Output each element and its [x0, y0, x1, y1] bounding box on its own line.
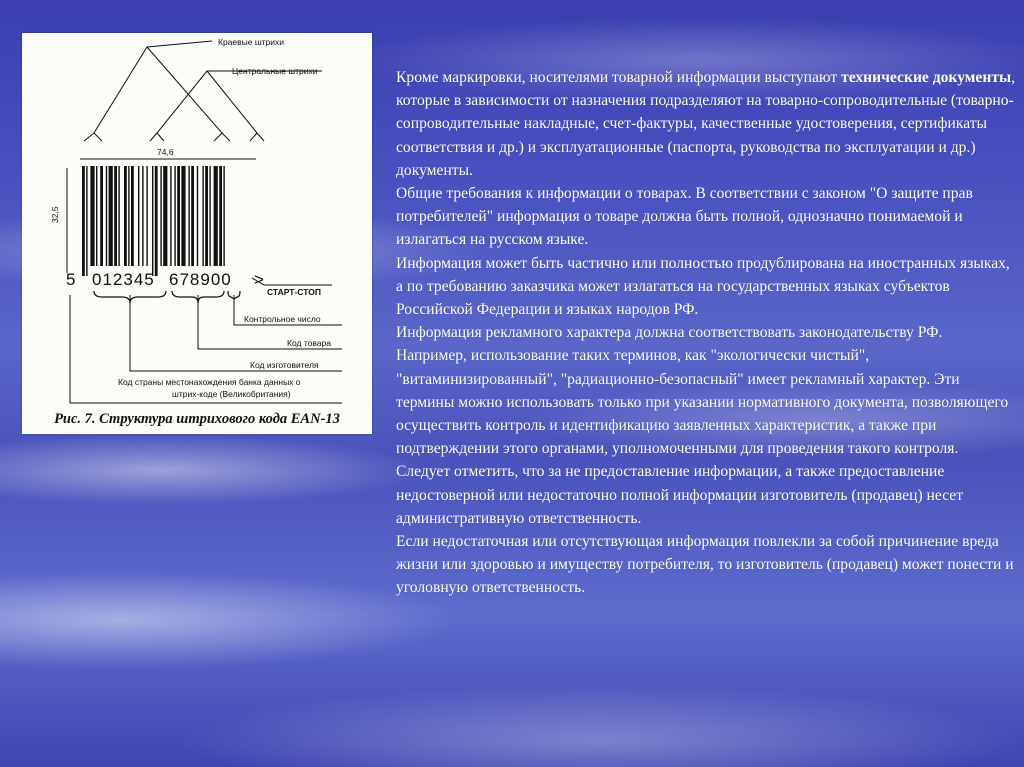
main-text — [396, 66, 1016, 600]
right-digits: 678900 — [169, 270, 232, 289]
height-label: 32,5 — [50, 206, 60, 223]
bold-term: технические документы — [841, 69, 1012, 86]
edge-bars-label: Краевые штрихи — [218, 37, 285, 47]
paragraph-3: Информация может быть частично или полностью продублирована на иностранных языках, а по требованию заказчика может излагаться на государственных языках субъектов Российской Федерации и языках народов РФ. — [396, 254, 1010, 319]
lead-digit: 5 — [66, 270, 77, 289]
paragraph-1: Кроме маркировки, носителями товарной информации выступают технические документы, которые в зависимости от назначения подразделяют на товарно-сопроводительные (товарно-сопроводительные накладные, счет-фактуры, качественные удостоверения, сертификаты соответствия и др.) и эксплуатационные (паспорта, руководства по эксплуатации и др.) документы. — [396, 69, 1016, 179]
paragraph-5: Следует отметить, что за не предоставление информации, а также предоставление недостоверной или недостаточно полной информации изготовитель (продавец) несет административную ответственность. — [396, 463, 964, 527]
country-code-label-2: штрих-коде (Великобритания) — [172, 389, 291, 399]
manufacturer-code-label: Код изготовителя — [250, 360, 319, 370]
paragraph-6: Если недостаточная или отсутствующая информация повлекли за собой причинение вреда жизни или здоровью и имуществу потребителя, то изготовитель (продавец) может понести и уголовную ответственность. — [396, 533, 1014, 597]
left-digits: 012345 — [92, 270, 155, 289]
barcode-diagram — [22, 33, 372, 434]
central-bars-label: Центральные штрихи — [232, 66, 318, 76]
figure-caption: Рис. 7. Структура штрихового кода EAN-13 — [54, 411, 340, 427]
barcode-figure — [22, 33, 372, 434]
country-code-label-1: Код страны местонахождения банка данных о — [118, 377, 301, 387]
width-label: 74,6 — [157, 147, 174, 157]
paragraph-2: Общие требования к информации о товарах. В соответствии с законом "О защите прав потребителей" информация о товаре должна быть полной, однозначно понимаемой и излагаться на русском языке. — [396, 185, 973, 249]
check-digit-label: Контрольное число — [244, 314, 321, 324]
paragraph-4: Информация рекламного характера должна соответствовать законодательству РФ. Например, использование таких терминов, как "экологически чистый", "витаминизированный", "радиационно-безопасный" имеет рекламный характер. Эти термины можно использовать только при указании нормативного документа, позволяющего осуществить контроль и идентификацию заявленных характеристик, а также при подтверждении этого органами, уполномоченными для проведения такого контроля. — [396, 324, 1009, 458]
trail-marker: > — [254, 270, 265, 289]
barcode-bars — [82, 166, 225, 276]
start-stop-label: СТАРТ-СТОП — [267, 287, 321, 297]
product-code-label: Код товара — [287, 338, 331, 348]
